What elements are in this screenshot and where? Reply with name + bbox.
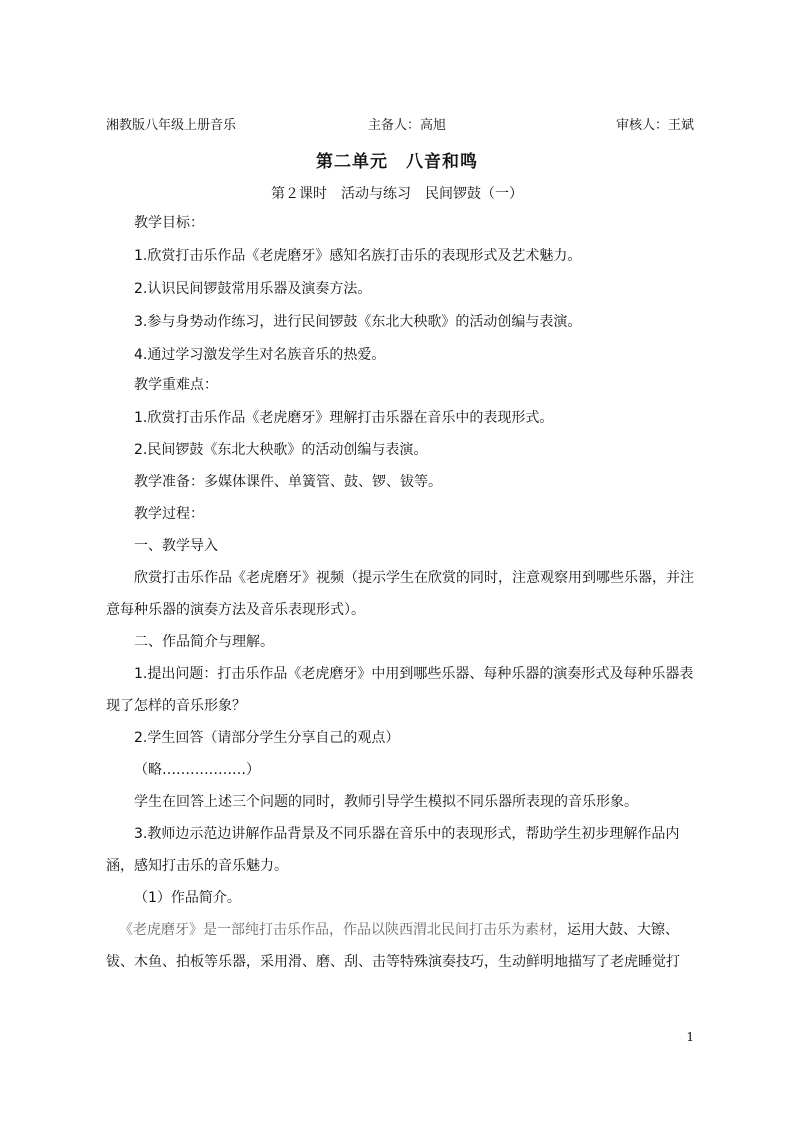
teacher-guidance: 学生在回答上述三个问题的同时，教师引导学生模拟不同乐器所表现的音乐形象。: [134, 794, 638, 810]
question-line-1: 1.提出问题：打击乐作品《老虎磨牙》中用到哪些乐器、每种乐器的演奏形式及每种乐器表: [134, 666, 694, 682]
section-introduction: 一、教学导入: [134, 538, 218, 554]
key-point-2: 2.民间锣鼓《东北大秧歌》的活动创编与表演。: [134, 442, 428, 458]
objective-3: 3.参与身势动作练习，进行民间锣鼓《东北大秧歌》的活动创编与表演。: [134, 314, 582, 330]
demonstration-line-2: 涵，感知打击乐的音乐魅力。: [106, 858, 288, 874]
introduction-text-line-1: 欣赏打击乐作品《老虎磨牙》视频（提示学生在欣赏的同时，注意观察用到哪些乐器，并注: [134, 570, 694, 586]
header-preparer: 主备人：高旭: [368, 118, 447, 133]
page-number: 1: [686, 1030, 694, 1044]
work-summary-quote: 《老虎磨牙》是一部纯打击乐作品，作品以陕西渭北民间打击乐为素材，: [119, 922, 567, 938]
work-summary-line-2: 钹、木鱼、拍板等乐器，采用滑、磨、刮、击等特殊演奏技巧，生动鲜明地描写了老虎睡觉打: [106, 954, 680, 970]
heading-key-points: 教学重难点：: [134, 377, 218, 393]
teaching-preparation: 教学准备：多媒体课件、单簧管、鼓、锣、钹等。: [134, 474, 442, 490]
section-work-intro: 二、作品简介与理解。: [134, 634, 274, 650]
heading-objectives: 教学目标：: [134, 215, 204, 231]
heading-process: 教学过程：: [134, 506, 204, 522]
student-answer: 2.学生回答（请部分学生分享自己的观点）: [134, 730, 400, 746]
work-summary-instruments: 运用大鼓、大镲、: [567, 922, 679, 938]
key-point-1: 1.欣赏打击乐作品《老虎磨牙》理解打击乐器在音乐中的表现形式。: [134, 410, 554, 426]
page-header: [106, 114, 694, 132]
objective-2: 2.认识民间锣鼓常用乐器及演奏方法。: [134, 281, 372, 297]
header-textbook: 湘教版八年级上册音乐: [106, 118, 237, 133]
demonstration-line-1: 3.教师边示范边讲解作品背景及不同乐器在音乐中的表现形式，帮助学生初步理解作品内: [134, 826, 680, 842]
lesson-subtitle: 第２课时 活动与练习 民间锣鼓（一）: [271, 186, 523, 202]
omitted-note: （略………………）: [134, 762, 260, 778]
introduction-text-line-2: 意每种乐器的演奏方法及音乐表现形式）。: [106, 602, 365, 618]
subsection-work-summary: （1）作品简介。: [134, 890, 241, 906]
unit-title: 第二单元 八音和鸣: [316, 152, 478, 172]
header-reviewer: 审核人：王斌: [615, 118, 694, 133]
work-summary-line-1: [119, 921, 709, 939]
objective-1: 1.欣赏打击乐作品《老虎磨牙》感知名族打击乐的表现形式及艺术魅力。: [134, 248, 582, 264]
objective-4: 4.通过学习激发学生对名族音乐的热爱。: [134, 347, 386, 363]
question-line-2: 现了怎样的音乐形象？: [106, 698, 246, 714]
